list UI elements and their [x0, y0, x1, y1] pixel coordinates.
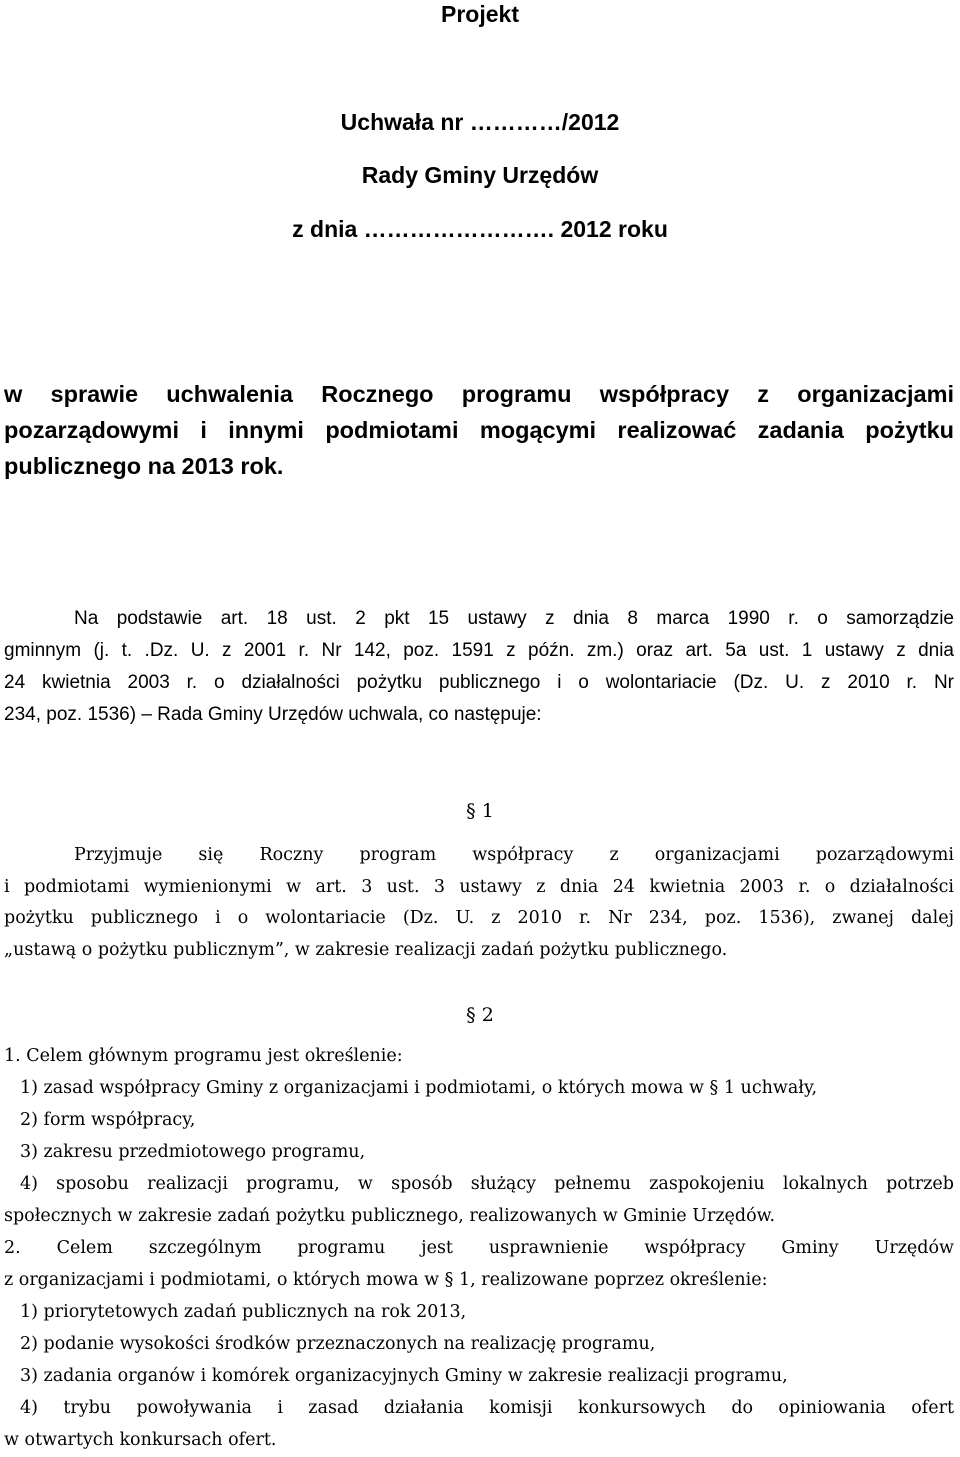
- section-1-line: pożytku publicznego i o wolontariacie (Dz. U. z 2010 r. Nr 234, poz. 1536), zwanej dalej: [4, 908, 954, 928]
- section-2-line: 4) trybu powoływania i zasad działania komisji konkursowych do opiniowania ofert: [20, 1398, 954, 1418]
- basis-line: Na podstawie art. 18 ust. 2 pkt 15 ustawy z dnia 8 marca 1990 r. o samorządzie: [74, 608, 954, 629]
- draft-label: Projekt: [441, 1, 519, 27]
- subject-line: publicznego na 2013 rok.: [4, 453, 284, 479]
- section-2-line: 2) form współpracy,: [20, 1110, 196, 1130]
- section-2-line: społecznych w zakresie zadań pożytku publicznego, realizowanych w Gminie Urzędów.: [4, 1206, 776, 1226]
- section-2-line: 2) podanie wysokości środków przeznaczonych na realizację programu,: [20, 1334, 656, 1354]
- section-1-heading: § 1: [466, 800, 494, 822]
- section-2-line: 1) zasad współpracy Gminy z organizacjami i podmiotami, o których mowa w § 1 uchwały,: [20, 1078, 818, 1098]
- section-2-line: 1. Celem głównym programu jest określenie:: [4, 1046, 403, 1066]
- subject-line: w sprawie uchwalenia Rocznego programu współpracy z organizacjami: [4, 381, 954, 407]
- section-2-line: z organizacjami i podmiotami, o których mowa w § 1, realizowane poprzez określenie:: [4, 1270, 768, 1290]
- basis-line: 234, poz. 1536) – Rada Gminy Urzędów uchwala, co następuje:: [4, 704, 542, 725]
- section-1-line: Przyjmuje się Roczny program współpracy z organizacjami pozarządowymi: [74, 845, 954, 865]
- subject-line: pozarządowymi i innymi podmiotami mogącymi realizować zadania pożytku: [4, 417, 954, 443]
- section-1-paragraph: [4, 840, 954, 966]
- section-2-line: 2. Celem szczególnym programu jest usprawnienie współpracy Gminy Urzędów: [4, 1238, 954, 1258]
- section-2-line: w otwartych konkursach ofert.: [4, 1430, 277, 1450]
- basis-line: gminnym (j. t. .Dz. U. z 2001 r. Nr 142, poz. 1591 z późn. zm.) oraz art. 5a ust. 1 ustawy z dnia: [4, 640, 954, 661]
- basis-line: 24 kwietnia 2003 r. o działalności pożytku publicznego i o wolontariacie (Dz. U. z 2010 r. Nr: [4, 672, 954, 693]
- resolution-number: Uchwała nr …………/2012: [340, 109, 620, 135]
- section-1-line: „ustawą o pożytku publicznym”, w zakresie realizacji zadań pożytku publicznego.: [4, 939, 728, 960]
- section-2-line: 3) zadania organów i komórek organizacyjnych Gminy w zakresie realizacji programu,: [20, 1366, 788, 1386]
- section-2-line: 3) zakresu przedmiotowego programu,: [20, 1142, 366, 1162]
- section-2-line: 4) sposobu realizacji programu, w sposób służący pełnemu zaspokojeniu lokalnych potrzeb: [20, 1174, 954, 1194]
- resolution-subject: [4, 376, 954, 484]
- section-2-list: [4, 1040, 954, 1456]
- resolution-date: z dnia ……………………. 2012 roku: [292, 216, 668, 242]
- section-2-heading: § 2: [466, 1004, 494, 1026]
- legal-basis-paragraph: [4, 603, 954, 731]
- council-name: Rady Gminy Urzędów: [361, 162, 599, 188]
- section-2-line: 1) priorytetowych zadań publicznych na rok 2013,: [20, 1302, 467, 1322]
- section-1-line: i podmiotami wymienionymi w art. 3 ust. 3 ustawy z dnia 24 kwietnia 2003 r. o działalności: [4, 876, 954, 897]
